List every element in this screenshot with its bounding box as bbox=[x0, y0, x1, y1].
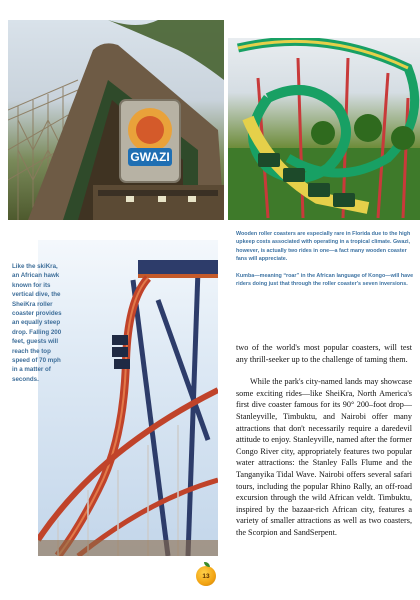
side-caption-line: Like the skiKra, bbox=[12, 263, 58, 270]
side-caption-line: seconds. bbox=[12, 375, 39, 383]
gwazi-caption: Wooden roller coasters are especially rare in Florida due to the high upkeep costs associated with operating in a tropical climate. Gwazi, however, is actually two rides in one—a fact many wooden coaster fans will appreciate. bbox=[236, 231, 411, 263]
article-body bbox=[236, 342, 412, 539]
orange-leaf-icon bbox=[204, 562, 210, 567]
kumba-caption: Kumba—meaning “roar” in the African language of Kongo—will have riders doing just that through the roller coaster's seven inversions. bbox=[236, 272, 414, 288]
side-caption-line: coaster provides bbox=[12, 310, 62, 318]
photo-captions bbox=[236, 230, 414, 296]
side-caption-line: in a matter of bbox=[12, 366, 51, 374]
body-paragraph-1: two of the world's most popular coasters, will test any thrill-seeker up to the challenge of taming them. bbox=[236, 343, 412, 364]
body-paragraph-2: While the park's city-named lands may showcase some exciting rides—like SheiKra, North America's first dive coaster famous for its 90° 200–foot drop—Stanleyville, Timbuktu, and Nairobi offer many attractions that don't necessarily require a daredevil attitude to enjoy. Stanleyville, named after the former Congo River city, appropriately features two popular water attractions: the Stanley Falls Flume and the Tanganyika Tidal Wave. Nairobi offers several safari tours, including the popular Rhino Rally, an off-road excursion through the wild African veldt. Timbuktu, inspired by the bazaar-rich African city, features a variety of smaller attractions as well as two coasters, the Scorpion and SandSerpent. bbox=[236, 377, 412, 537]
sheikra-caption bbox=[12, 262, 74, 384]
side-caption-line: an equally steep bbox=[12, 319, 61, 327]
kumba-photo bbox=[228, 38, 420, 220]
kumba-photo-art bbox=[228, 38, 420, 220]
gwazi-photo bbox=[8, 20, 224, 220]
side-caption-line: drop. Falling 200 bbox=[12, 328, 62, 336]
side-caption-line: an African hawk bbox=[12, 272, 60, 280]
page-number: 13 bbox=[202, 572, 210, 580]
side-caption-line: SheiKra roller bbox=[12, 300, 53, 308]
page-number-badge bbox=[196, 566, 216, 586]
gwazi-photo-art bbox=[8, 20, 224, 220]
side-caption-line: speed of 70 mph bbox=[12, 357, 61, 365]
side-caption-line: feet, guests will bbox=[12, 338, 59, 346]
side-caption-line: vertical dive, the bbox=[12, 291, 61, 299]
side-caption-line: reach the top bbox=[12, 347, 51, 355]
gwazi-sign-text: GWAZI bbox=[130, 150, 170, 164]
side-caption-line: known for its bbox=[12, 281, 51, 289]
